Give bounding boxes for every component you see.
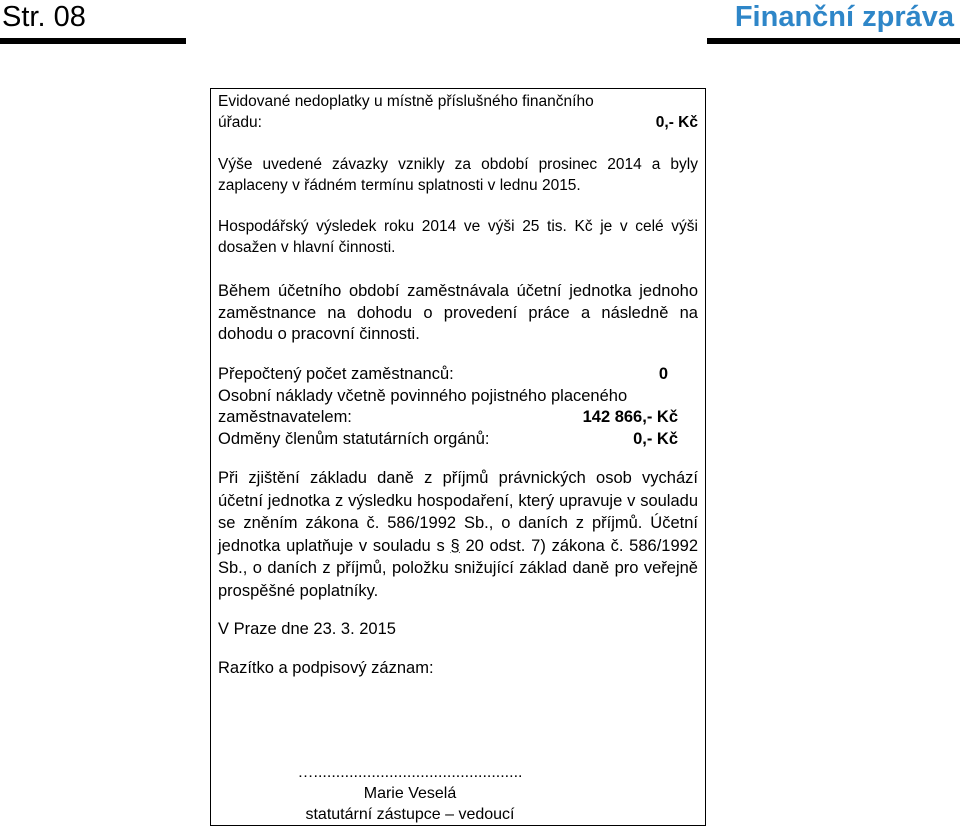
board-value: 0,- Kč	[633, 429, 678, 448]
tax-base-paragraph	[218, 467, 698, 602]
tax-base-text-2: 20 odst. 7) zákona č. 586/1992 Sb., o daních z příjmů, položku snižující základ daně pro veřejně prospěšné poplatníky.	[218, 536, 698, 600]
costs-label: zaměstnavatelem:	[218, 408, 352, 426]
date-line: V Praze dne 23. 3. 2015	[218, 620, 396, 638]
personnel-paragraph	[218, 364, 698, 450]
report-title: Finanční zpráva	[734, 1, 954, 33]
costs-value: 142 866,- Kč	[582, 408, 678, 426]
tax-arrears-value: 0,- Kč	[655, 113, 698, 131]
tax-arrears-paragraph	[218, 92, 698, 133]
economic-result-paragraph: Hospodářský výsledek roku 2014 ve výši 25 tis. Kč je v celé výši dosažen v hlavní činnosti.	[218, 218, 698, 256]
liabilities-paragraph: Výše uvedené závazky vznikly za období prosinec 2014 a byly zaplaceny v řádném termínu splatnosti v lednu 2015.	[218, 156, 698, 194]
tax-arrears-line1: Evidované nedoplatky u místně příslušného finančního	[218, 93, 594, 110]
costs-line1: Osobní náklady včetně povinného pojistného placeného	[218, 386, 628, 405]
employees-value: 0	[658, 365, 668, 383]
header-rule-left	[0, 38, 186, 44]
board-label: Odměny členům statutárních orgánů:	[218, 429, 490, 448]
employment-paragraph: Během účetního období zaměstnávala účetní jednotka jednoho zaměstnance na dohodu o provedení práce a následně na dohodu o pracovní činnosti.	[218, 282, 698, 343]
signatory-role: statutární zástupce – vedoucí	[305, 806, 515, 823]
signatory-name: Marie Veselá	[363, 785, 457, 802]
signature-line: …...............................................	[297, 764, 523, 781]
tax-base-text-1: Při zjištění základu daně z příjmů právnických osob vychází účetní jednotka z výsledku hospodaření, který upravuje v souladu se zněním zákona č. 586/1992 Sb., o daních z příjmů. Účetní jednotka uplatňuje v souladu s	[218, 469, 698, 555]
page-number: Str. 08	[2, 1, 86, 33]
employees-label: Přepočtený počet zaměstnanců:	[218, 365, 454, 383]
header-rule-right	[707, 38, 960, 44]
stamp-label: Razítko a podpisový záznam:	[218, 659, 434, 677]
tax-arrears-label: úřadu:	[218, 113, 262, 131]
section-sign: §	[450, 536, 460, 555]
content-box	[210, 88, 706, 826]
